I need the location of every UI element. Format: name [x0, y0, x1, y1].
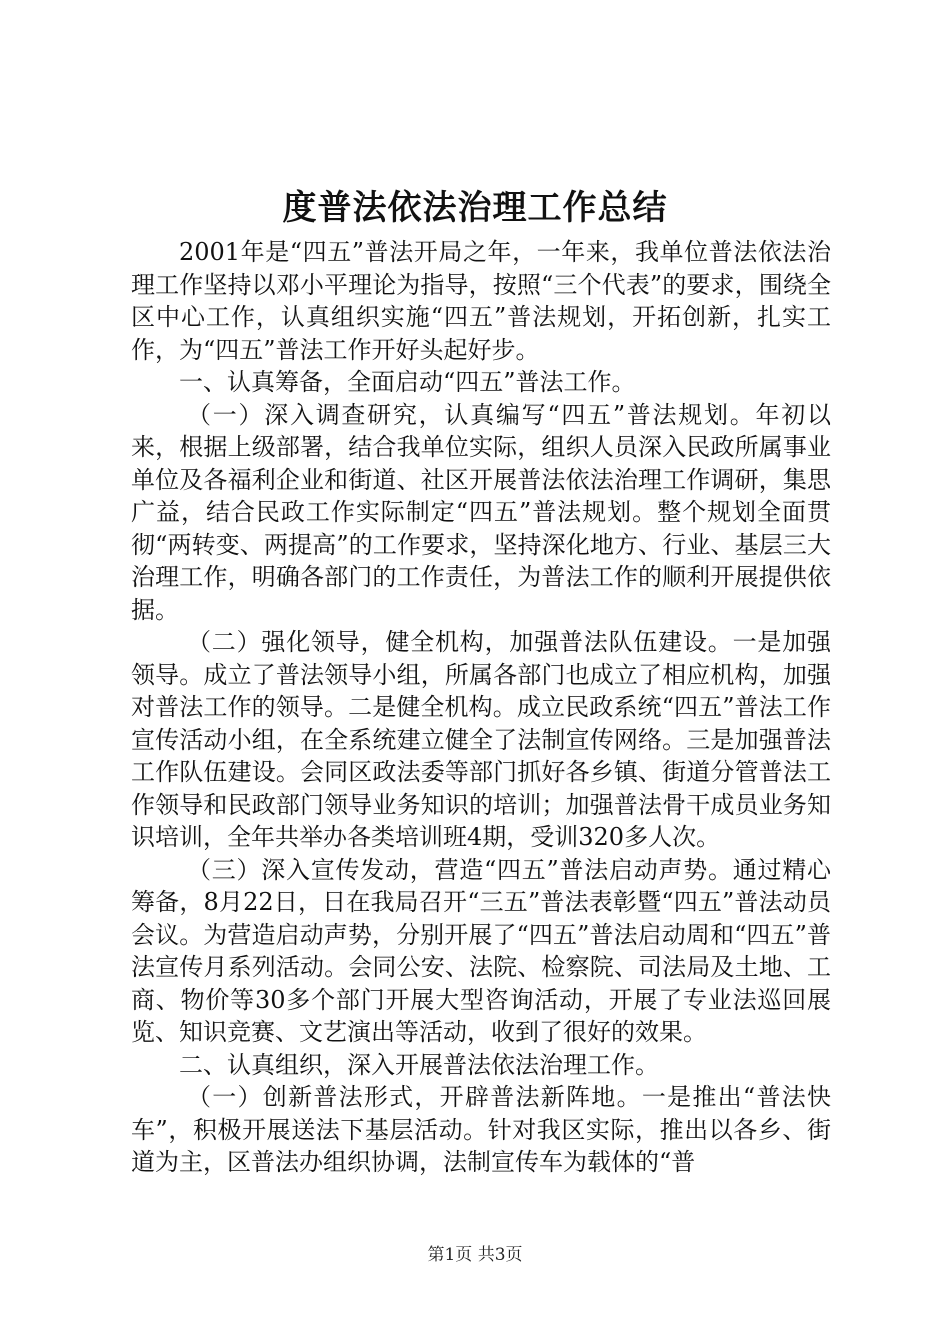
paragraph-1-1: （一）深入调查研究，认真编写“四五”普法规划。年初以来，根据上级部署，结合我单位实际，组织人员深入民政所属事业单位及各福利企业和街道、社区开展普法依法治理工作调研，集思广益，结合民政工作实际制定“四五”普法规划。整个规划全面贯彻“两转变、两提高”的工作要求，坚持深化地方、行业、基层三大治理工作，明确各部门的工作责任，为普法工作的顺利开展提供依据。	[131, 400, 831, 624]
paragraph-1-2: （二）强化领导，健全机构，加强普法队伍建设。一是加强领导。成立了普法领导小组，所属各部门也成立了相应机构，加强对普法工作的领导。二是健全机构。成立民政系统“四五”普法工作宣传活动小组，在全系统建立健全了法制宣传网络。三是加强普法工作队伍建设。会同区政法委等部门抓好各乡镇、街道分管普法工作领导和民政部门领导业务知识的培训；加强普法骨干成员业务知识培训，全年共举办各类培训班4期，受训320多人次。	[131, 628, 831, 851]
section-heading-2: 二、认真组织，深入开展普法依法治理工作。	[179, 1050, 659, 1079]
document-title: 度普法依法治理工作总结	[282, 188, 668, 228]
paragraph-intro: 2001年是“四五”普法开局之年，一年来，我单位普法依法治理工作坚持以邓小平理论为指导，按照“三个代表”的要求，围绕全区中心工作，认真组织实施“四五”普法规划，开拓创新，扎实工作，为“四五”普法工作开好头起好步。	[131, 238, 831, 364]
section-heading-1: 一、认真筹备，全面启动“四五”普法工作。	[179, 368, 636, 396]
paragraph-1-3: （三）深入宣传发动，营造“四五”普法启动声势。通过精心筹备，8月22日，日在我局召开“三五”普法表彰暨“四五”普法动员会议。为营造启动声势，分别开展了“四五”普法启动周和“四五”普法宣传月系列活动。会同公安、法院、检察院、司法局及土地、工商、物价等30多个部门开展大型咨询活动，开展了专业法巡回展览、知识竞赛、文艺演出等活动，收到了很好的效果。	[131, 855, 831, 1046]
document-body	[131, 236, 831, 1179]
paragraph-2-1: （一）创新普法形式，开辟普法新阵地。一是推出“普法快车”，积极开展送法下基层活动。针对我区实际，推出以各乡、街道为主，区普法办组织协调，法制宣传车为载体的“普	[131, 1083, 831, 1176]
page-footer: 第1页 共3页	[427, 1245, 523, 1265]
